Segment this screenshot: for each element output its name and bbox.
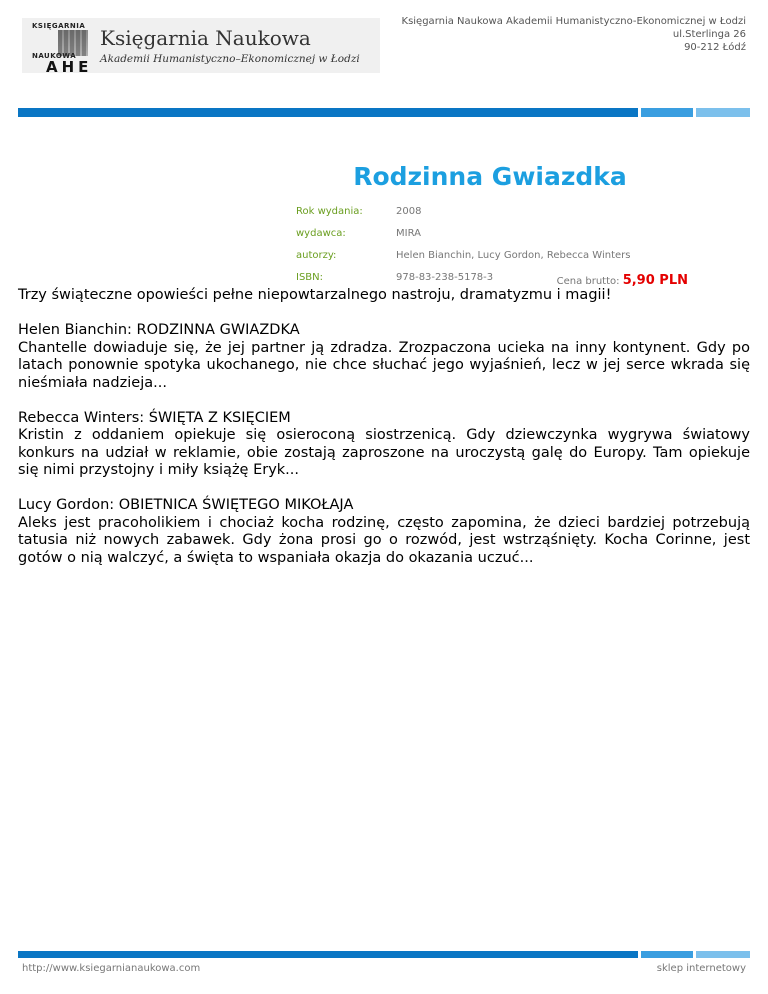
- address-line-2: ul.Sterlinga 26: [672, 29, 746, 40]
- meta-row-authors: [296, 244, 630, 266]
- book-title: Rodzinna Gwiazdka: [353, 162, 627, 191]
- story-block: [18, 410, 750, 480]
- meta-row-publisher: [296, 222, 630, 244]
- logo-mark: [26, 18, 93, 76]
- price-amount: 5,90 PLN: [622, 273, 688, 288]
- meta-value: MIRA: [396, 227, 421, 239]
- meta-label: wydawca:: [296, 227, 346, 239]
- page-header: [0, 0, 768, 110]
- story-block: [18, 497, 750, 567]
- price-line: [557, 273, 688, 288]
- footer-shop-label: sklep internetowy: [656, 963, 746, 974]
- store-logo[interactable]: [22, 18, 380, 76]
- story-title: Lucy Gordon: OBIETNICA ŚWIĘTEGO MIKOŁAJA: [18, 497, 354, 513]
- meta-value: Helen Bianchin, Lucy Gordon, Rebecca Winters: [396, 249, 631, 261]
- meta-label: ISBN:: [296, 271, 324, 283]
- story-title: Helen Bianchin: RODZINNA GWIAZDKA: [18, 322, 300, 338]
- story-title: Rebecca Winters: ŚWIĘTA Z KSIĘCIEM: [18, 409, 291, 426]
- story-text: Kristin z oddaniem opiekuje się osieroconą siostrzenicą. Gdy dziewczynka wygrywa światowy konkurs na udział w reklamie, obie zostają zaproszone na uroczystą galę do Europy. Tam opiekuje się nimi przystojny i miły książę Eryk...: [18, 427, 750, 478]
- footer-divider-bar: [18, 951, 750, 958]
- story-text: Aleks jest pracoholikiem i chociaż kocha rodzinę, często zapomina, że dzieci bardziej potrzebują tatusia niż nowych zabawek. Gdy żona prosi go o rozwód, jest wstrząśnięty. Kocha Corinne, jest gotów o nią walczyć, a święta to wspaniała okazja do okazania uczuć...: [18, 514, 750, 566]
- footer-url-link[interactable]: http://www.ksiegarnianaukowa.com: [22, 963, 201, 974]
- meta-label: Rok wydania:: [296, 205, 363, 217]
- meta-value: 2008: [396, 205, 422, 217]
- header-divider-bar: [18, 108, 750, 117]
- logo-mark-mid: NAUKOWA: [32, 52, 77, 60]
- story-text: Chantelle dowiaduje się, że jej partner ją zdradza. Zrozpaczona ucieka na inny kontynent. Gdy po latach ponownie spotyka ukochanego, nie chce słuchać jego wyjaśnień, lecz w jej serce wkrada się nieśmiała nadzieja...: [18, 339, 750, 391]
- logo-mark-top: KSIĘGARNIA: [32, 22, 86, 30]
- address-line-1: Księgarnia Naukowa Akademii Humanistyczno-Ekonomicznej w Łodzi: [401, 16, 746, 27]
- price-label: Cena brutto:: [556, 276, 620, 287]
- description-lead: Trzy świąteczne opowieści pełne niepowtarzalnego nastroju, dramatyzmu i magii!: [18, 287, 612, 303]
- story-block: [18, 322, 750, 392]
- logo-subtitle: Akademii Humanistyczno–Ekonomicznej w Łodzi: [100, 53, 360, 65]
- meta-label: autorzy:: [296, 249, 337, 261]
- address-line-3: 90-212 Łódź: [684, 42, 746, 53]
- store-address: [402, 15, 746, 54]
- meta-value: 978-83-238-5178-3: [396, 271, 494, 283]
- logo-title: Księgarnia Naukowa: [100, 26, 311, 50]
- logo-mark-ahe: AHE: [46, 58, 93, 76]
- book-description: [18, 287, 750, 585]
- meta-row-year: [296, 200, 630, 222]
